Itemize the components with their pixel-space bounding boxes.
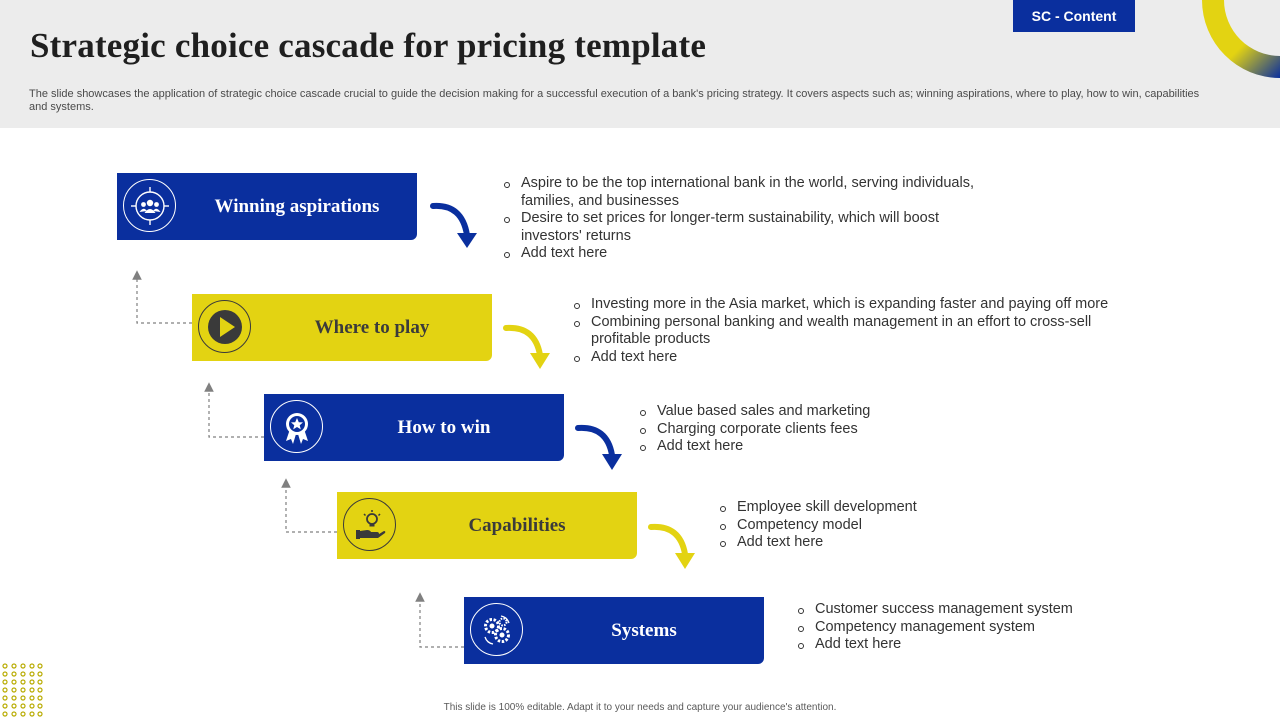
bullet-item: Competency model bbox=[719, 517, 1119, 535]
step-label: Capabilities bbox=[468, 514, 566, 536]
step-where-to-play bbox=[192, 294, 492, 361]
bullet-item: Combining personal banking and wealth management in an effort to cross-sell profitable products bbox=[573, 314, 1123, 349]
bullet-item: Investing more in the Asia market, which is expanding faster and paying off more bbox=[573, 296, 1123, 314]
step-how-to-win bbox=[264, 394, 564, 461]
section-tag: SC - Content bbox=[1013, 0, 1135, 32]
bullet-item: Employee skill development bbox=[719, 499, 1119, 517]
bullet-item: Desire to set prices for longer-term sustainability, which will boost investors' returns bbox=[503, 210, 983, 245]
bullet-item: Value based sales and marketing bbox=[639, 403, 1039, 421]
bullet-item: Competency management system bbox=[797, 619, 1197, 637]
step-bullets bbox=[719, 499, 1119, 552]
dashed-connector bbox=[286, 483, 337, 532]
bullet-item: Add text here bbox=[503, 245, 983, 263]
bullet-item: Add text here bbox=[797, 636, 1197, 654]
step-label: Where to play bbox=[314, 316, 430, 338]
people-group-icon bbox=[123, 179, 176, 232]
step-label: How to win bbox=[397, 416, 491, 438]
bullet-item: Add text here bbox=[719, 534, 1119, 552]
curved-arrow-yellow bbox=[506, 328, 550, 369]
footer-note: This slide is 100% editable. Adapt it to your needs and capture your audience's attention. bbox=[443, 702, 837, 713]
page-title: Strategic choice cascade for pricing template bbox=[30, 26, 707, 65]
bullet-item: Add text here bbox=[573, 349, 1123, 367]
gears-icon bbox=[470, 603, 523, 656]
dashed-connector bbox=[420, 597, 464, 647]
step-capabilities bbox=[337, 492, 637, 559]
bullet-item: Charging corporate clients fees bbox=[639, 421, 1039, 439]
dashed-connector bbox=[137, 275, 192, 323]
step-winning-aspirations bbox=[117, 173, 417, 240]
step-bullets bbox=[573, 296, 1123, 366]
award-badge-icon bbox=[270, 400, 323, 453]
step-systems bbox=[464, 597, 764, 664]
curved-arrow-yellow bbox=[651, 527, 695, 569]
bullet-item: Customer success management system bbox=[797, 601, 1197, 619]
step-bullets bbox=[797, 601, 1197, 654]
step-label: Winning aspirations bbox=[214, 195, 380, 217]
play-icon bbox=[198, 300, 251, 353]
curved-arrow-blue bbox=[433, 206, 477, 248]
bullet-item: Aspire to be the top international bank in the world, serving individuals, families, and businesses bbox=[503, 175, 983, 210]
step-bullets bbox=[503, 175, 983, 263]
dashed-connector bbox=[209, 387, 264, 437]
curved-arrow-blue bbox=[578, 428, 622, 470]
idea-hand-icon bbox=[343, 498, 396, 551]
step-label: Systems bbox=[611, 619, 677, 641]
bullet-item: Add text here bbox=[639, 438, 1039, 456]
page-subtitle: The slide showcases the application of strategic choice cascade crucial to guide the decision making for a successful execution of a bank's pricing strategy. It covers aspects such as; winning aspirations, where to play, how to win, capabilities and systems. bbox=[29, 88, 1200, 113]
step-bullets bbox=[639, 403, 1039, 456]
